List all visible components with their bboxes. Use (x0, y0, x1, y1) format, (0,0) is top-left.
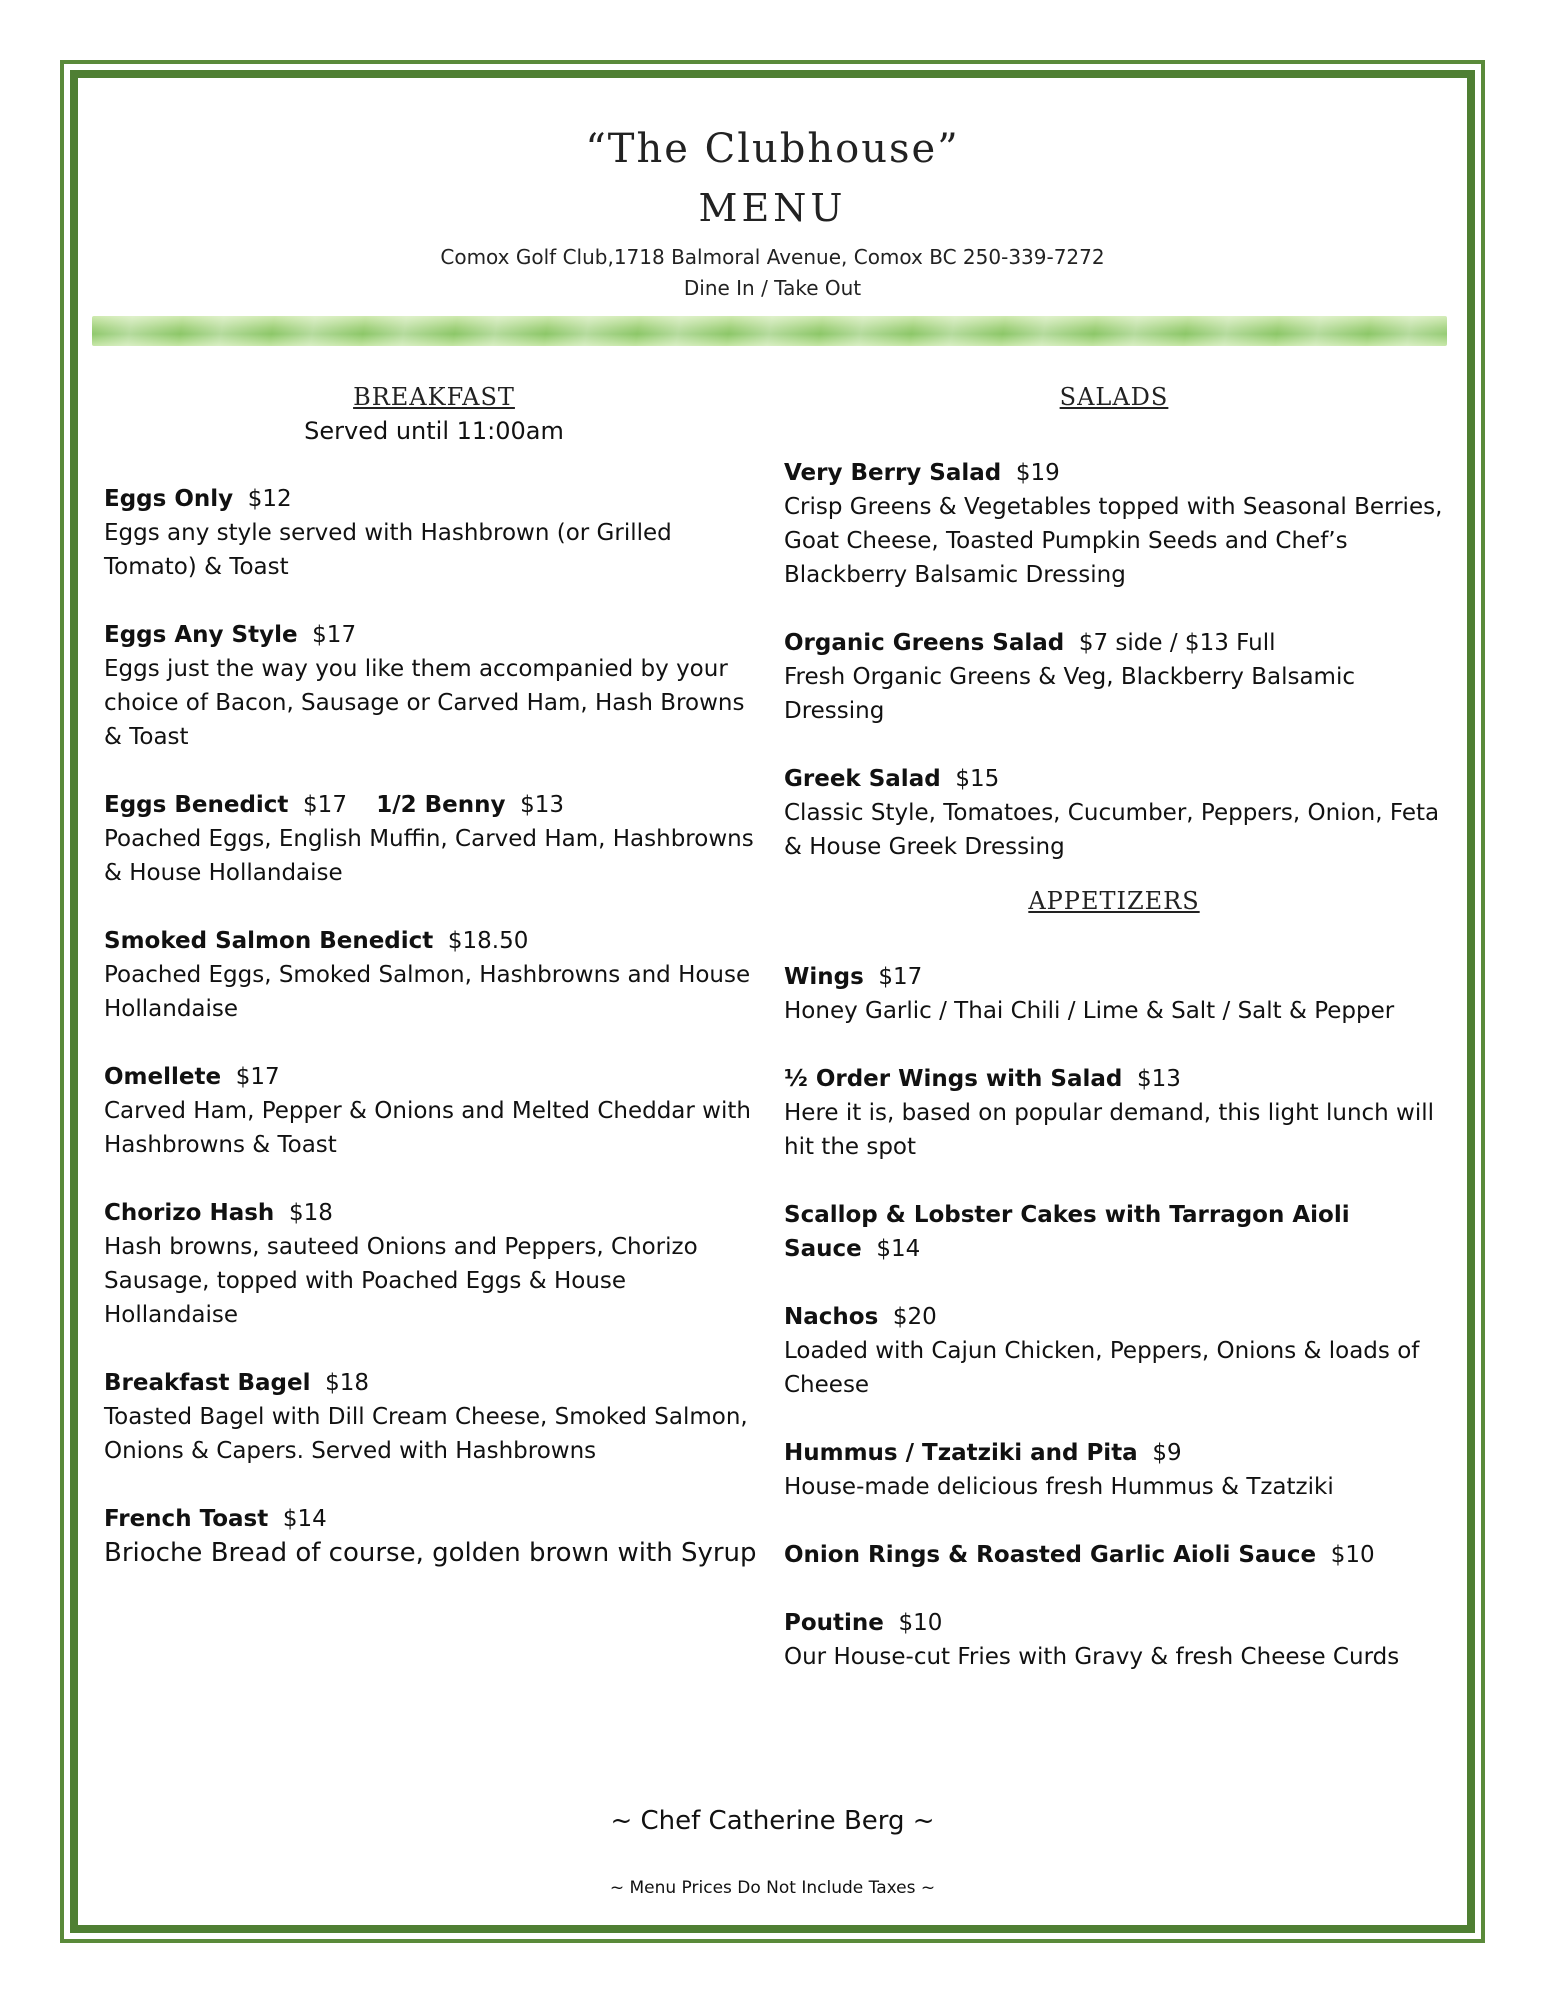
item-name: Hummus / Tzatziki and Pita (784, 1440, 1138, 1466)
item-price: $14 (282, 1506, 327, 1532)
item-name: Very Berry Salad (784, 460, 1002, 486)
item-price: $17 (235, 1064, 280, 1090)
item-name: Omellete (104, 1064, 222, 1090)
item-description: Toasted Bagel with Dill Cream Cheese, Smoked Salmon, Onions & Capers. Served with Hashbrowns (104, 1404, 748, 1464)
item-price: $10 (898, 1610, 943, 1636)
item-price: $18.50 (447, 928, 529, 954)
item-description: Eggs just the way you like them accompanied by your choice of Bacon, Sausage or Carved Ham, Hash Browns & Toast (104, 656, 745, 750)
menu-item (104, 1502, 764, 1570)
item-price: $12 (247, 486, 292, 512)
item-name: Greek Salad (784, 766, 941, 792)
item-description: Hash browns, sauteed Onions and Peppers, Chorizo Sausage, topped with Poached Eggs & House Hollandaise (104, 1234, 698, 1328)
item-name: Eggs Any Style (104, 622, 298, 648)
item-name: Poutine (784, 1610, 884, 1636)
item-price: $18 (288, 1200, 333, 1226)
service-line: Dine In / Take Out (683, 276, 862, 300)
item-description: House-made delicious fresh Hummus & Tzatziki (784, 1474, 1334, 1500)
item-description: Fresh Organic Greens & Veg, Blackberry Balsamic Dressing (784, 664, 1356, 724)
salads-appetizers-column (784, 380, 1444, 1674)
item-name: French Toast (104, 1506, 269, 1532)
item-description: Eggs any style served with Hashbrown (or Grilled Tomato) & Toast (104, 520, 672, 580)
menu-item (104, 788, 764, 890)
menu-title: “The Clubhouse” (585, 126, 960, 172)
breakfast-heading: BREAKFAST (353, 383, 515, 411)
item-description: Classic Style, Tomatoes, Cucumber, Peppers, Onion, Feta & House Greek Dressing (784, 800, 1440, 860)
breakfast-column (104, 380, 764, 1570)
item-price: $17 (878, 964, 923, 990)
decorative-green-band (92, 316, 1447, 346)
menu-item (784, 1436, 1444, 1504)
item-price: $17 (312, 622, 357, 648)
item-price: $17 (303, 792, 347, 818)
item-description: Loaded with Cajun Chicken, Peppers, Onions & loads of Cheese (784, 1338, 1420, 1398)
item-description: Brioche Bread of course, golden brown with Syrup (104, 1538, 757, 1568)
item-name: Nachos (784, 1304, 879, 1330)
item-price: $7 side / $13 Full (1078, 630, 1276, 656)
item-price: $18 (325, 1370, 370, 1396)
menu-item (104, 1366, 764, 1468)
item-price: $20 (892, 1304, 937, 1330)
item-price: $10 (1330, 1542, 1375, 1568)
item-description: Crisp Greens & Vegetables topped with Seasonal Berries, Goat Cheese, Toasted Pumpkin Seeds and Chef’s Blackberry Balsamic Dressing (784, 494, 1443, 588)
item-name: ½ Order Wings with Salad (784, 1066, 1123, 1092)
menu-item (784, 626, 1444, 728)
item-description: Poached Eggs, English Muffin, Carved Ham, Hashbrowns & House Hollandaise (104, 826, 754, 886)
item-price: $19 (1015, 460, 1060, 486)
menu-item (784, 960, 1444, 1028)
tax-note: ~ Menu Prices Do Not Include Taxes ~ (609, 1878, 936, 1898)
menu-item (104, 482, 764, 584)
menu-item (784, 1606, 1444, 1674)
menu-item (784, 762, 1444, 864)
item-name: Eggs Only (104, 486, 234, 512)
salads-heading: SALADS (1059, 383, 1169, 411)
menu-item (784, 1538, 1444, 1572)
menu-item (104, 924, 764, 1026)
item-name-secondary: 1/2 Benny (376, 792, 506, 818)
item-name: Chorizo Hash (104, 1200, 275, 1226)
menu-item (784, 1062, 1444, 1164)
chef-signature: ~ Chef Catherine Berg ~ (610, 1806, 935, 1836)
item-name: Organic Greens Salad (784, 630, 1065, 656)
item-price: $14 (876, 1236, 921, 1262)
item-price: $15 (955, 766, 1000, 792)
item-description: Here it is, based on popular demand, this light lunch will hit the spot (784, 1100, 1435, 1160)
menu-item (104, 618, 764, 754)
item-description: Carved Ham, Pepper & Onions and Melted Cheddar with Hashbrowns & Toast (104, 1098, 751, 1158)
item-description: Poached Eggs, Smoked Salmon, Hashbrowns and House Hollandaise (104, 962, 751, 1022)
item-price-secondary: $13 (520, 792, 565, 818)
menu-item (104, 1196, 764, 1332)
item-price: $13 (1137, 1066, 1181, 1092)
item-price: $9 (1152, 1440, 1182, 1466)
address-line: Comox Golf Club,1718 Balmoral Avenue, Comox BC 250-339-7272 (440, 245, 1105, 269)
menu-item (784, 1300, 1444, 1402)
item-name: Smoked Salmon Benedict (104, 928, 434, 954)
breakfast-served-note: Served until 11:00am (304, 417, 564, 445)
menu-subtitle: MENU (698, 186, 847, 230)
item-name: Wings (784, 964, 864, 990)
item-description: Our House-cut Fries with Gravy & fresh Cheese Curds (784, 1644, 1400, 1670)
item-name: Scallop & Lobster Cakes with Tarragon Aioli Sauce (784, 1202, 1350, 1262)
item-name: Onion Rings & Roasted Garlic Aioli Sauce (784, 1542, 1317, 1568)
appetizers-heading: APPETIZERS (1028, 887, 1200, 915)
menu-item (784, 456, 1444, 592)
item-description: Honey Garlic / Thai Chili / Lime & Salt / Salt & Pepper (784, 998, 1395, 1024)
item-name: Eggs Benedict (104, 792, 289, 818)
menu-item (104, 1060, 764, 1162)
item-name: Breakfast Bagel (104, 1370, 311, 1396)
menu-item (784, 1198, 1444, 1266)
